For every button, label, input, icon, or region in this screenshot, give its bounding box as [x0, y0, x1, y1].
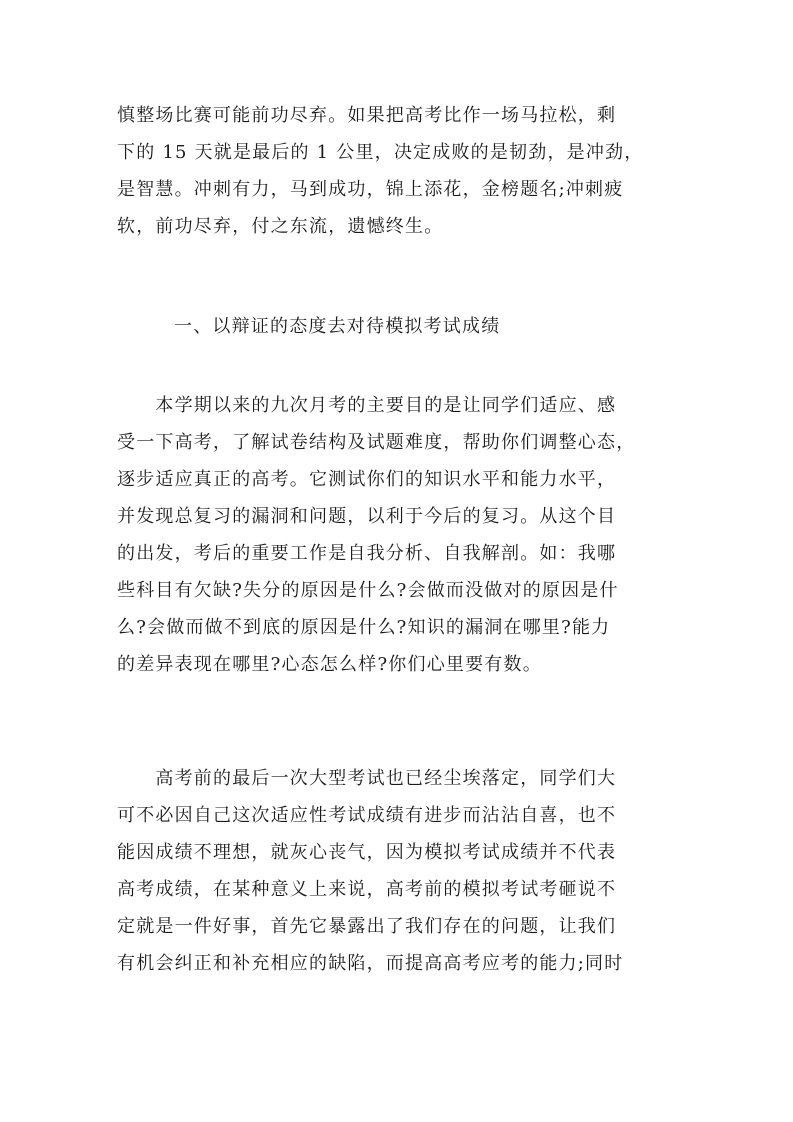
text-line: 本学期以来的九次月考的主要目的是让同学们适应、感	[117, 395, 617, 416]
text-line: 的出发，考后的重要工作是自我分析、自我解剖。如：我哪	[117, 543, 617, 564]
text-line: 高考前的最后一次大型考试也已经尘埃落定，同学们大	[117, 768, 617, 789]
body-paragraph-3	[117, 760, 687, 982]
text-line: 慎整场比赛可能前功尽弃。如果把高考比作一场马拉松，剩	[117, 105, 617, 126]
text-line: 下的 15 天就是最后的 1 公里，决定成败的是韧劲，是冲劲，	[117, 142, 644, 163]
section-heading: 一、以辩证的态度去对待模拟考试成绩	[174, 316, 501, 337]
text-line: 能因成绩不理想，就灰心丧气，因为模拟考试成绩并不代表	[117, 842, 617, 863]
text-line: 高考成绩，在某种意义上来说，高考前的模拟考试考砸说不	[117, 879, 617, 900]
text-line: 么?会做而做不到底的原因是什么?知识的漏洞在哪里?能力	[117, 617, 611, 638]
text-line: 逐步适应真正的高考。它测试你们的知识水平和能力水平，	[117, 469, 617, 490]
body-paragraph-1	[117, 97, 687, 245]
text-line: 些科目有欠缺?失分的原因是什么?会做而没做对的原因是什	[117, 580, 619, 601]
text-line: 的差异表现在哪里?心态怎么样?你们心里要有数。	[117, 654, 542, 675]
text-line: 并发现总复习的漏洞和问题，以利于今后的复习。从这个目	[117, 506, 617, 527]
text-line: 是智慧。冲刺有力，马到成功，锦上添花，金榜题名;冲刺疲	[117, 179, 624, 200]
text-line: 可不必因自己这次适应性考试成绩有进步而沾沾自喜，也不	[117, 805, 617, 826]
text-line: 定就是一件好事，首先它暴露出了我们存在的问题，让我们	[117, 916, 617, 937]
body-paragraph-2	[117, 387, 687, 683]
text-line: 受一下高考，了解试卷结构及试题难度，帮助你们调整心态，	[117, 432, 636, 453]
text-line: 有机会纠正和补充相应的缺陷，而提高高考应考的能力;同时	[117, 953, 624, 974]
text-line: 软，前功尽弃，付之东流，遗憾终生。	[117, 216, 444, 237]
